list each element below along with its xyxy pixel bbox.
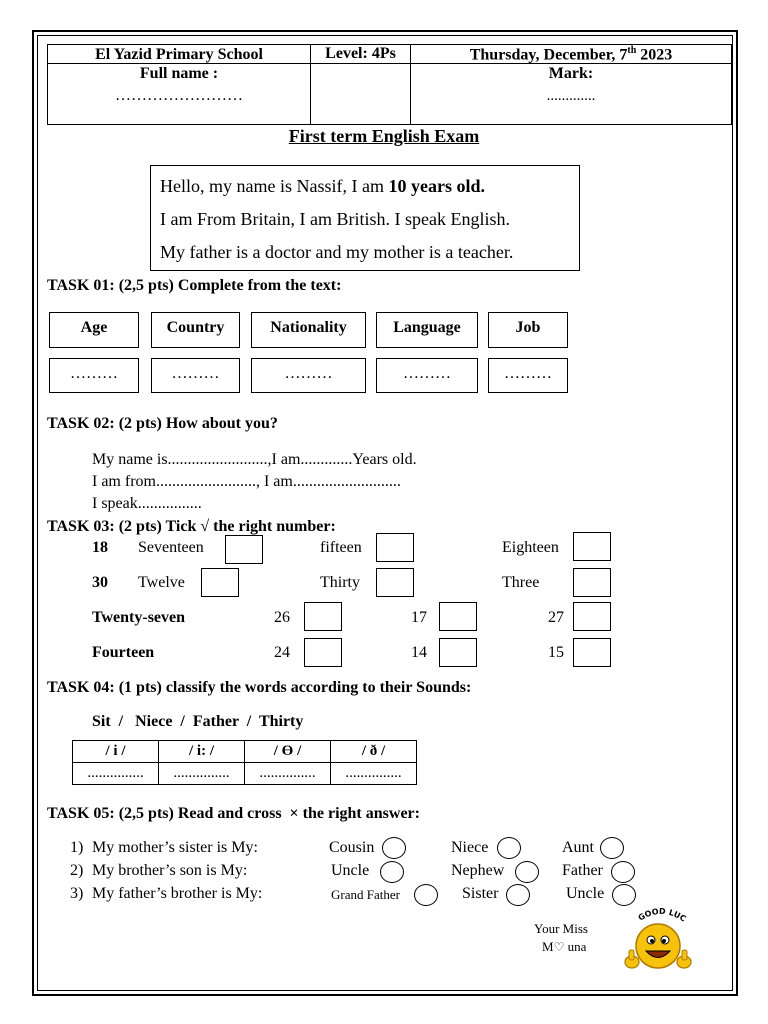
reading-line-2: I am From Britain, I am British. I speak English. (160, 209, 510, 229)
mark-field[interactable]: ............. (546, 88, 596, 104)
exam-title: First term English Exam (288, 126, 480, 146)
task3-q3-option-a: 26 (274, 609, 290, 626)
task3-q4-checkbox-b[interactable] (439, 638, 477, 667)
task2-line-2[interactable] (92, 473, 401, 491)
task4-answer-cell[interactable]: ............... (159, 763, 245, 785)
task5-item-2-option-a: Uncle (331, 862, 370, 879)
reading-line-3: My father is a doctor and my mother is a teacher. (160, 242, 514, 262)
task2-line-1[interactable] (92, 451, 417, 469)
task3-q2-checkbox-c[interactable] (573, 568, 611, 597)
task3-q4: Fourteen (92, 644, 155, 661)
good-luck-text: GOOD LUC (636, 906, 688, 924)
task3-q1-option-b: fifteen (320, 539, 362, 556)
task1-answer-language[interactable]: ……… (376, 358, 478, 393)
task3-q2-option-b: Thirty (320, 574, 360, 591)
task4-header-row (73, 741, 417, 763)
task3-q4-option-b: 14 (411, 644, 427, 661)
task3-q1-checkbox-c[interactable] (573, 532, 611, 561)
task3-q3-option-b: 17 (411, 609, 427, 626)
task5-item-3-number: 3) (70, 885, 84, 902)
reading-line-1-text: Hello, my name is Nassif, I am (160, 176, 389, 196)
task5-item-1-number: 1) (70, 839, 84, 856)
task3-q1-option-a: Seventeen (138, 539, 204, 556)
task1-title: TASK 01: (2,5 pts) Complete from the text: (47, 277, 342, 294)
task5-title: TASK 05: (2,5 pts) Read and cross × the right answer: (47, 805, 420, 822)
task5-item-3-circle-a[interactable] (414, 884, 438, 906)
task3-q2-checkbox-b[interactable] (376, 568, 414, 597)
task3-q4-checkbox-a[interactable] (304, 638, 342, 667)
task4-answer-cell[interactable]: ............... (331, 763, 417, 785)
teacher-signature-line-2 (542, 939, 586, 955)
task3-q3: Twenty-seven (92, 609, 186, 626)
task3-q3-checkbox-b[interactable] (439, 602, 477, 631)
task5-item-2-option-b: Nephew (451, 862, 505, 879)
date-suffix: th (627, 45, 637, 56)
task3-q1: 18 (92, 539, 108, 556)
task4-word-list: Sit / Niece / Father / Thirty (92, 713, 304, 730)
task5-item-3-option-a: Grand Father (331, 887, 400, 902)
mark-label: Mark: (548, 65, 594, 82)
task3-q2: 30 (92, 574, 108, 591)
exam-date (410, 45, 732, 64)
heart-icon: ♡ (553, 940, 565, 954)
date-year: 2023 (636, 46, 673, 64)
school-name: El Yazid Primary School (95, 46, 263, 63)
task3-q4-option-a: 24 (274, 644, 290, 661)
task4-answer-row (73, 763, 417, 785)
task2-title: TASK 02: (2 pts) How about you? (47, 415, 278, 432)
task5-item-1-circle-c[interactable] (600, 837, 624, 859)
task5-item-2-circle-c[interactable] (611, 861, 635, 883)
header-divider (47, 44, 311, 64)
svg-text:GOOD LUCK (620, 906, 688, 924)
task1-header-nationality: Nationality (251, 312, 366, 348)
fullname-field[interactable]: …………………… (115, 87, 243, 104)
task5-item-2-circle-a[interactable] (380, 861, 404, 883)
task1-header-language: Language (376, 312, 478, 348)
signature-letter: M (542, 939, 554, 954)
task5-item-2-question: My brother’s son is My: (92, 862, 248, 879)
level-label: Level: 4Ps (325, 45, 396, 62)
task5-item-3-question: My father’s brother is My: (92, 885, 263, 902)
date-text: Thursday, December, 7 (469, 46, 628, 64)
task2-line-3[interactable] (92, 495, 202, 513)
task5-item-1-circle-b[interactable] (497, 837, 521, 859)
task1-header-age: Age (49, 312, 139, 348)
task4-sound-table (72, 740, 417, 785)
task5-item-2-option-c: Father (562, 862, 603, 879)
reading-text-box (150, 165, 580, 271)
task5-item-1-option-a: Cousin (329, 839, 375, 856)
good-luck-smiley-icon (620, 906, 696, 976)
task2-line-3-text: I speak................ (92, 495, 202, 512)
task5-item-1-circle-a[interactable] (382, 837, 406, 859)
task4-sound-header: / i / (73, 741, 159, 763)
task1-header-job: Job (488, 312, 568, 348)
reading-line-1-bold: 10 years old. (388, 176, 485, 196)
task5-item-3-circle-c[interactable] (612, 884, 636, 906)
task1-answer-job[interactable]: ……… (488, 358, 568, 393)
task3-q3-checkbox-c[interactable] (573, 602, 611, 631)
fullname-label: Full name : (139, 65, 219, 82)
task4-sound-header: / Ɵ / (245, 741, 331, 763)
task5-item-2-circle-b[interactable] (515, 861, 539, 883)
task5-item-1-question: My mother’s sister is My: (92, 839, 258, 856)
task4-sound-header: / i: / (159, 741, 245, 763)
task1-answer-age[interactable]: ……… (49, 358, 139, 393)
task3-q3-option-c: 27 (548, 609, 564, 626)
task3-q1-checkbox-b[interactable] (376, 533, 414, 562)
task3-q4-checkbox-c[interactable] (573, 638, 611, 667)
task5-item-1-option-b: Niece (451, 839, 489, 856)
task3-q2-option-c: Three (502, 574, 540, 591)
task4-answer-cell[interactable]: ............... (245, 763, 331, 785)
task1-header-country: Country (151, 312, 240, 348)
task3-q3-checkbox-a[interactable] (304, 602, 342, 631)
task3-q1-option-c: Eighteen (502, 539, 559, 556)
teacher-signature-line-1: Your Miss (534, 921, 588, 936)
task1-answer-nationality[interactable]: ……… (251, 358, 366, 393)
task5-item-3-option-c: Uncle (566, 885, 605, 902)
task3-title: TASK 03: (2 pts) Tick √ the right number: (47, 518, 336, 535)
task5-item-1-option-c: Aunt (562, 839, 594, 856)
task5-item-2-number: 2) (70, 862, 84, 879)
task1-answer-country[interactable]: ……… (151, 358, 240, 393)
task5-item-3-option-b: Sister (462, 885, 499, 902)
task5-item-3-circle-b[interactable] (506, 884, 530, 906)
task3-q1-checkbox-a[interactable] (225, 535, 263, 564)
task4-sound-header: / ð / (331, 741, 417, 763)
task3-q2-checkbox-a[interactable] (201, 568, 239, 597)
task2-line-1-text: My name is.........................,I am.............Years old. (92, 451, 417, 468)
signature-rest: una (564, 939, 587, 954)
task3-q4-option-c: 15 (548, 644, 564, 661)
task4-answer-cell[interactable]: ............... (73, 763, 159, 785)
task4-title: TASK 04: (1 pts) classify the words according to their Sounds: (47, 679, 472, 696)
reading-line-1 (160, 170, 579, 203)
task2-line-2-text: I am from........................., I am........................... (92, 473, 401, 490)
task3-q2-option-a: Twelve (138, 574, 185, 591)
